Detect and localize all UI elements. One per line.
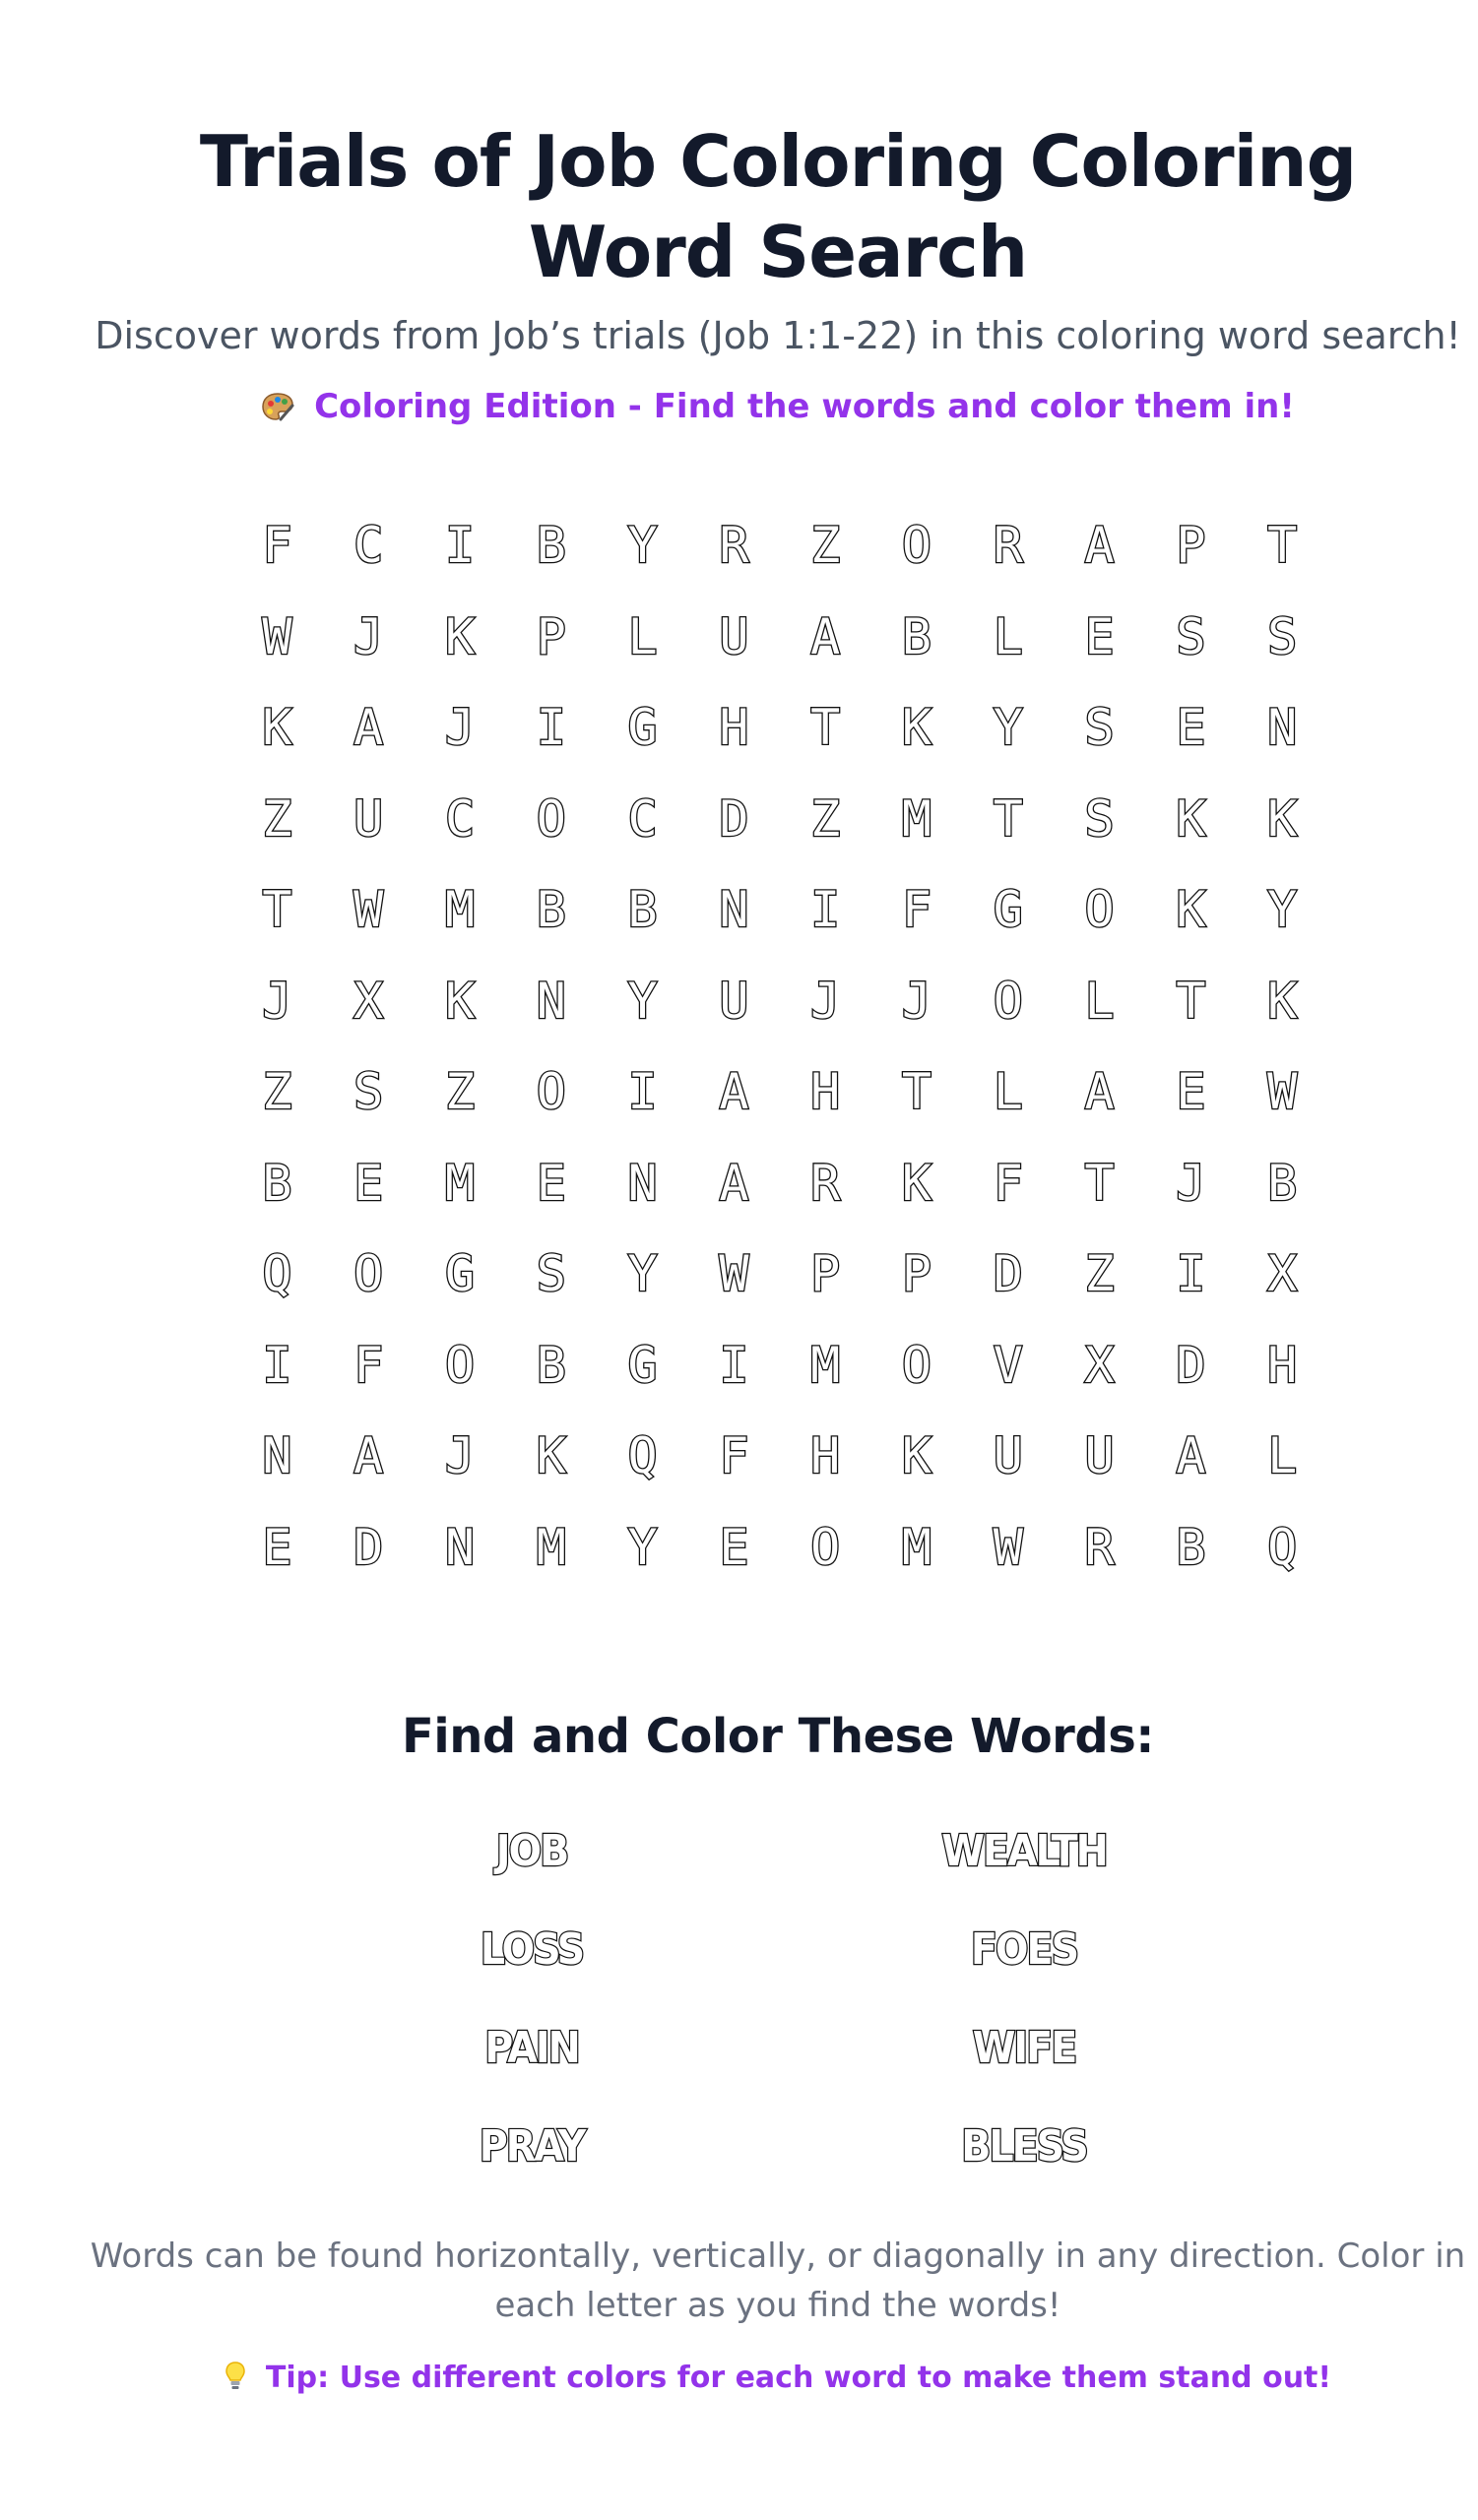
- grid-letter[interactable]: C: [353, 517, 384, 575]
- grid-letter[interactable]: Z: [810, 517, 841, 575]
- grid-letter[interactable]: K: [536, 1427, 566, 1485]
- grid-letter[interactable]: J: [353, 607, 384, 665]
- grid-letter[interactable]: K: [1267, 789, 1298, 848]
- grid-letter[interactable]: L: [993, 607, 1023, 665]
- grid-letter[interactable]: M: [901, 1518, 932, 1576]
- grid-letter[interactable]: O: [536, 1063, 566, 1121]
- grid-letter[interactable]: K: [901, 699, 932, 757]
- grid-letter[interactable]: W: [993, 1518, 1023, 1576]
- grid-letter[interactable]: P: [1176, 517, 1206, 575]
- grid-letter[interactable]: E: [1176, 1063, 1206, 1121]
- grid-letter[interactable]: I: [444, 517, 476, 575]
- grid-letter[interactable]: E: [1084, 607, 1115, 665]
- grid-letter[interactable]: T: [1084, 1154, 1115, 1212]
- grid-letter[interactable]: N: [1267, 699, 1298, 757]
- grid-letter[interactable]: Z: [444, 1063, 476, 1121]
- grid-letter[interactable]: I: [536, 699, 566, 757]
- palette-icon: [261, 388, 294, 417]
- grid-letter[interactable]: W: [719, 1245, 749, 1303]
- grid-letter[interactable]: F: [993, 1154, 1023, 1212]
- word-list-item: WIFE: [972, 2022, 1076, 2073]
- grid-letter[interactable]: D: [1176, 1336, 1206, 1394]
- tip-text: Tip: Use different colors for each word to make them stand out!: [265, 2361, 1332, 2395]
- grid-letter[interactable]: J: [810, 972, 841, 1030]
- grid-letter[interactable]: T: [262, 881, 292, 939]
- grid-letter[interactable]: K: [1176, 881, 1206, 939]
- grid-letter[interactable]: K: [262, 699, 292, 757]
- grid-letter[interactable]: U: [1084, 1427, 1115, 1485]
- grid-letter[interactable]: H: [1267, 1336, 1298, 1394]
- grid-letter[interactable]: K: [1176, 789, 1206, 848]
- grid-letter[interactable]: B: [627, 881, 658, 939]
- grid-letter[interactable]: P: [901, 1245, 932, 1303]
- grid-letter[interactable]: S: [1267, 607, 1298, 665]
- grid-letter[interactable]: X: [1084, 1336, 1115, 1394]
- grid-letter[interactable]: J: [262, 972, 292, 1030]
- grid-letter[interactable]: S: [1084, 789, 1115, 848]
- grid-letter[interactable]: Z: [262, 1063, 292, 1121]
- grid-letter[interactable]: M: [536, 1518, 566, 1576]
- grid-letter[interactable]: S: [1084, 699, 1115, 757]
- grid-letter[interactable]: M: [810, 1336, 841, 1394]
- grid-letter[interactable]: W: [1267, 1063, 1298, 1121]
- grid-letter[interactable]: I: [719, 1336, 749, 1394]
- grid-letter[interactable]: Q: [1267, 1518, 1298, 1576]
- grid-letter[interactable]: A: [353, 1427, 384, 1485]
- grid-letter[interactable]: H: [810, 1063, 841, 1121]
- grid-letter[interactable]: M: [901, 789, 932, 848]
- grid-letter[interactable]: H: [719, 699, 749, 757]
- grid-letter[interactable]: A: [719, 1154, 749, 1212]
- grid-letter[interactable]: L: [627, 607, 658, 665]
- grid-letter[interactable]: G: [444, 1245, 476, 1303]
- grid-letter[interactable]: H: [810, 1427, 841, 1485]
- grid-letter[interactable]: B: [536, 1336, 566, 1394]
- grid-letter[interactable]: B: [536, 881, 566, 939]
- grid-letter[interactable]: X: [353, 972, 384, 1030]
- grid-letter[interactable]: V: [993, 1336, 1023, 1394]
- grid-letter[interactable]: F: [901, 881, 932, 939]
- grid-letter[interactable]: J: [1176, 1154, 1206, 1212]
- instructions-text: Words can be found horizontally, vertically, or diagonally in any direction. Color in each letter as you find the words!: [90, 2236, 1466, 2325]
- grid-letter[interactable]: Y: [993, 699, 1023, 757]
- grid-letter[interactable]: N: [719, 881, 749, 939]
- word-list-item: PAIN: [484, 2022, 579, 2073]
- grid-letter[interactable]: I: [1176, 1245, 1206, 1303]
- grid-letter[interactable]: O: [536, 789, 566, 848]
- grid-letter[interactable]: K: [1267, 972, 1298, 1030]
- grid-letter[interactable]: Y: [1267, 881, 1298, 939]
- grid-letter[interactable]: C: [444, 789, 476, 848]
- word-list-heading: Find and Color These Words:: [402, 1709, 1154, 1764]
- word-list-item: JOB: [495, 1825, 568, 1876]
- word-list-item: BLESS: [961, 2120, 1087, 2172]
- word-list-item: WEALTH: [941, 1825, 1107, 1876]
- grid-letter[interactable]: B: [536, 517, 566, 575]
- grid-letter[interactable]: O: [353, 1245, 384, 1303]
- page-subtitle: Discover words from Job’s trials (Job 1:1-22) in this coloring word search!: [95, 314, 1461, 357]
- grid-letter[interactable]: C: [627, 789, 658, 848]
- grid-letter[interactable]: N: [262, 1427, 292, 1485]
- grid-letter[interactable]: I: [262, 1336, 292, 1394]
- grid-letter[interactable]: B: [262, 1154, 292, 1212]
- grid-letter[interactable]: Y: [627, 517, 658, 575]
- edition-text: Coloring Edition - Find the words and color them in!: [314, 387, 1295, 426]
- grid-letter[interactable]: B: [1176, 1518, 1206, 1576]
- grid-letter[interactable]: F: [353, 1336, 384, 1394]
- lightbulb-icon: [225, 2361, 246, 2392]
- grid-letter[interactable]: K: [444, 972, 476, 1030]
- grid-letter[interactable]: E: [262, 1518, 292, 1576]
- grid-letter[interactable]: P: [810, 1245, 841, 1303]
- grid-letter[interactable]: R: [810, 1154, 841, 1212]
- grid-letter[interactable]: K: [901, 1154, 932, 1212]
- grid-letter[interactable]: R: [1084, 1518, 1115, 1576]
- word-list-item: LOSS: [480, 1923, 584, 1975]
- grid-letter[interactable]: X: [1267, 1245, 1298, 1303]
- grid-letter[interactable]: T: [1176, 972, 1206, 1030]
- grid-letter[interactable]: O: [810, 1518, 841, 1576]
- grid-letter[interactable]: R: [719, 517, 749, 575]
- grid-letter[interactable]: N: [627, 1154, 658, 1212]
- tip-banner: [0, 2358, 1478, 2399]
- grid-letter[interactable]: O: [993, 972, 1023, 1030]
- grid-letter[interactable]: O: [1084, 881, 1115, 939]
- grid-letter[interactable]: O: [901, 517, 932, 575]
- grid-letter[interactable]: A: [1084, 1063, 1115, 1121]
- edition-banner: [0, 384, 1478, 429]
- grid-letter[interactable]: D: [353, 1518, 384, 1576]
- grid-letter[interactable]: T: [810, 699, 841, 757]
- grid-letter[interactable]: A: [810, 607, 841, 665]
- grid-letter[interactable]: Z: [1084, 1245, 1115, 1303]
- grid-letter[interactable]: E: [719, 1518, 749, 1576]
- grid-letter[interactable]: T: [901, 1063, 932, 1121]
- grid-letter[interactable]: P: [536, 607, 566, 665]
- grid-letter[interactable]: I: [627, 1063, 658, 1121]
- grid-letter[interactable]: D: [993, 1245, 1023, 1303]
- grid-letter[interactable]: K: [901, 1427, 932, 1485]
- grid-letter[interactable]: M: [444, 1154, 476, 1212]
- grid-letter[interactable]: F: [719, 1427, 749, 1485]
- grid-letter[interactable]: B: [1267, 1154, 1298, 1212]
- grid-letter[interactable]: A: [719, 1063, 749, 1121]
- grid-letter[interactable]: Y: [627, 1518, 658, 1576]
- word-list-item: FOES: [970, 1923, 1078, 1975]
- letter-grid: [231, 500, 1328, 1593]
- grid-letter[interactable]: N: [444, 1518, 476, 1576]
- grid-letter[interactable]: Z: [262, 789, 292, 848]
- grid-letter[interactable]: S: [353, 1063, 384, 1121]
- grid-letter[interactable]: L: [993, 1063, 1023, 1121]
- grid-letter[interactable]: Y: [627, 972, 658, 1030]
- grid-letter[interactable]: D: [719, 789, 749, 848]
- grid-letter[interactable]: S: [1176, 607, 1206, 665]
- grid-letter[interactable]: W: [262, 607, 292, 665]
- grid-letter[interactable]: G: [627, 1336, 658, 1394]
- word-list: [286, 1801, 1270, 2195]
- grid-letter[interactable]: E: [1176, 699, 1206, 757]
- grid-letter[interactable]: L: [1084, 972, 1115, 1030]
- grid-letter[interactable]: B: [901, 607, 932, 665]
- grid-letter[interactable]: W: [353, 881, 384, 939]
- grid-letter[interactable]: T: [1267, 517, 1298, 575]
- grid-letter[interactable]: S: [536, 1245, 566, 1303]
- grid-letter[interactable]: U: [353, 789, 384, 848]
- grid-letter[interactable]: Q: [627, 1427, 658, 1485]
- grid-letter[interactable]: U: [719, 607, 749, 665]
- grid-letter[interactable]: J: [901, 972, 932, 1030]
- grid-letter[interactable]: M: [444, 881, 476, 939]
- grid-letter[interactable]: O: [901, 1336, 932, 1394]
- grid-letter[interactable]: G: [627, 699, 658, 757]
- grid-letter[interactable]: N: [536, 972, 566, 1030]
- grid-letter[interactable]: Y: [627, 1245, 658, 1303]
- grid-letter[interactable]: A: [1176, 1427, 1206, 1485]
- grid-letter[interactable]: T: [993, 789, 1023, 848]
- grid-letter[interactable]: E: [353, 1154, 384, 1212]
- grid-letter[interactable]: R: [993, 517, 1023, 575]
- grid-letter[interactable]: G: [993, 881, 1023, 939]
- grid-letter[interactable]: Z: [810, 789, 841, 848]
- grid-letter[interactable]: F: [262, 517, 292, 575]
- grid-letter[interactable]: U: [719, 972, 749, 1030]
- grid-letter[interactable]: E: [536, 1154, 566, 1212]
- grid-letter[interactable]: U: [993, 1427, 1023, 1485]
- word-list-item: PRAY: [479, 2120, 585, 2172]
- page-title: Trials of Job Coloring Coloring Word Search: [199, 120, 1357, 293]
- grid-letter[interactable]: A: [353, 699, 384, 757]
- grid-letter[interactable]: L: [1267, 1427, 1298, 1485]
- grid-letter[interactable]: Q: [262, 1245, 292, 1303]
- grid-letter[interactable]: K: [444, 607, 476, 665]
- grid-letter[interactable]: A: [1084, 517, 1115, 575]
- grid-letter[interactable]: O: [444, 1336, 476, 1394]
- grid-letter[interactable]: I: [810, 881, 841, 939]
- grid-letter[interactable]: J: [444, 699, 476, 757]
- grid-letter[interactable]: J: [444, 1427, 476, 1485]
